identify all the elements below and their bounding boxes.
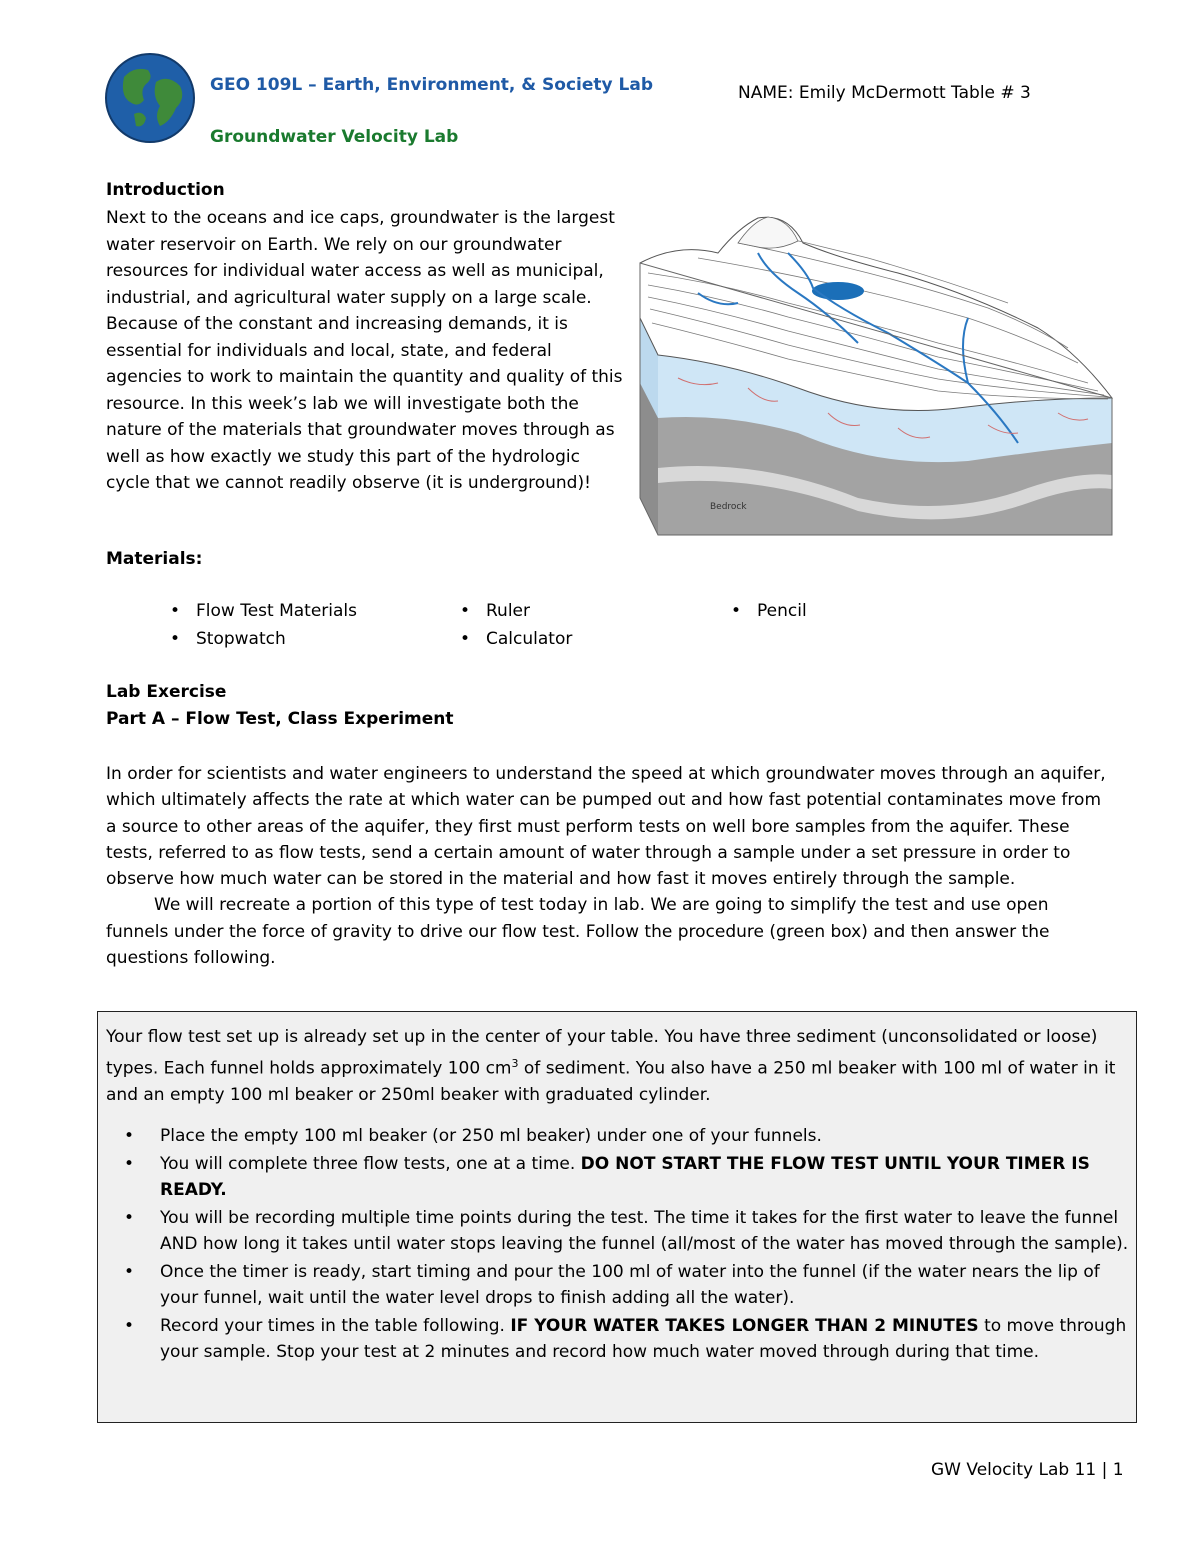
- groundwater-diagram: [638, 213, 1114, 539]
- student-name-line: NAME: Emily McDermott Table # 3: [738, 83, 1031, 103]
- lab-exercise-heading: Lab Exercise: [106, 682, 227, 702]
- procedure-step: • Record your times in the table following. IF YOUR WATER TAKES LONGER THAN 2 MINUTES to move through your sample. Stop your test at 2 minutes and record how much water moved through during that time.: [124, 1315, 1127, 1362]
- bedrock-label: Bedrock: [710, 502, 747, 512]
- materials-heading: Materials:: [106, 549, 203, 569]
- procedure-step: • You will complete three flow tests, one at a time. DO NOT START THE FLOW TEST UNTIL YOUR TIMER IS READY.: [124, 1153, 1090, 1200]
- materials-item: • Ruler: [460, 601, 530, 621]
- procedure-intro: Your flow test set up is already set up in the center of your table. You have three sediment (unconsolidated or loose) types. Each funnel holds approximately 100 $cm^3$ of sediment. You also have a 250 ml beaker with 100 ml of water in it and an empty 100 ml beaker or 250ml beaker with graduated cylinder.: [106, 1027, 1116, 1105]
- procedure-steps: [106, 1123, 1130, 1367]
- lab-exercise-paragraph-1: In order for scientists and water engineers to understand the speed at which groundwater moves through an aquifer, which ultimately affects the rate at which water can be pumped out and how fast potential contaminates move from a source to other areas of the aquifer, they first must perform tests on well bore samples from the aquifer. These tests, referred to as flow tests, send a certain amount of water through a sample under a set pressure in order to observe how much water can be stored in the material and how fast it moves entirely through the sample.: [106, 764, 1106, 890]
- course-title: GEO 109L – Earth, Environment, & Society Lab: [210, 75, 654, 95]
- materials-item: • Pencil: [731, 601, 807, 621]
- part-a-heading: Part A – Flow Test, Class Experiment: [106, 709, 454, 729]
- materials-item: • Flow Test Materials: [170, 601, 358, 621]
- procedure-step: • Once the timer is ready, start timing and pour the 100 ml of water into the funnel (if the water nears the lip of your funnel, wait until the water level drops to finish adding all the water).: [124, 1261, 1100, 1308]
- materials-item: • Calculator: [460, 629, 573, 649]
- procedure-box: [97, 1011, 1137, 1423]
- globe-icon: [104, 52, 196, 144]
- lab-title: Groundwater Velocity Lab: [210, 127, 459, 147]
- procedure-step: • Place the empty 100 ml beaker (or 250 ml beaker) under one of your funnels.: [124, 1126, 822, 1146]
- materials-item: • Stopwatch: [170, 629, 286, 649]
- procedure-step: • You will be recording multiple time points during the test. The time it takes for the first water to leave the funnel AND how long it takes until water stops leaving the funnel (all/most of the water has moved through the sample).: [124, 1207, 1129, 1254]
- lab-exercise-paragraph-2: We will recreate a portion of this type of test today in lab. We are going to simplify the test and use open funnels under the force of gravity to drive our flow test. Follow the procedure (green box) and then answer the questions following.: [106, 895, 1050, 969]
- introduction-paragraph: Next to the oceans and ice caps, groundwater is the largest water reservoir on Earth. We rely on our groundwater resources for individual water access as well as municipal, industrial, and agricultural water supply on a large scale. Because of the constant and increasing demands, it is essential for individuals and local, state, and federal agencies to work to maintain the quantity and quality of this resource. In this week’s lab we will investigate both the nature of the materials that groundwater moves through as well as how exactly we study this part of the hydrologic cycle that we cannot readily observe (it is underground)!: [106, 208, 623, 493]
- page-footer: GW Velocity Lab 11 | 1: [931, 1460, 1124, 1480]
- lab-exercise-body: [106, 761, 1106, 971]
- introduction-heading: Introduction: [106, 180, 225, 200]
